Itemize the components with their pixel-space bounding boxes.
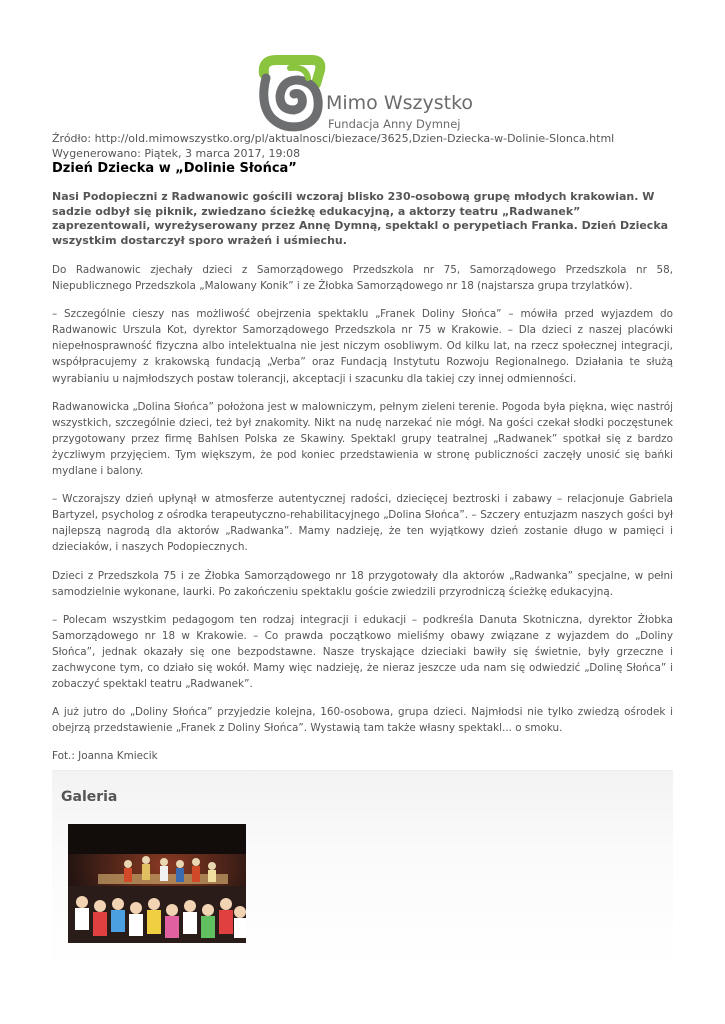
source-url: Źródło: http://old.mimowszystko.org/pl/aktualnosci/biezace/3625,Dzien-Dziecka-w-Dolinie-Slonca.html xyxy=(52,132,615,145)
article-paragraph: Dzieci z Przedszkola 75 i ze Żłobka Samorządowego nr 18 przygotowały dla aktorów „Radwanka” specjalne, w pełni samodzielnie wykonane, laurki. Po zakończeniu spektaklu goście zwiedzili przyrodniczą ścieżkę edukacyjną. xyxy=(52,569,673,598)
article-title: Dzień Dziecka w „Dolinie Słońca” xyxy=(52,161,297,176)
logo-subtitle: Fundacja Anny Dymnej xyxy=(328,117,461,131)
article-paragraph: – Wczorajszy dzień upłynął w atmosferze autentycznej radości, dziecięcej beztroski i zabawy – relacjonuje Gabriela Bartyzel, psycholog z ośrodka terapeutyczno-rehabilitacyjnego „Dolina Słońca”. – Szczery entuzjazm naszych gości był najlepszą nagrodą dla aktorów „Radwanka”. Mamy nadzieję, że ten wyjątkowy dzień zostanie długo w pamięci i dzieciaków, i naszych Podopiecznych. xyxy=(52,493,673,554)
article-body xyxy=(52,190,673,800)
article-lead: Nasi Podopieczni z Radwanowic gościli wczoraj blisko 230-osobową grupę młodych krakowian. W sadzie odbył się piknik, zwiedzano ścieżkę edukacyjną, a aktorzy teatru „Radwanek” zaprezentowali, wyreżyserowany przez Annę Dymną, spektakl o perypetiach Franka. Dzień Dziecka wszystkim dostarczył sporo wrażeń i uśmiechu. xyxy=(52,190,669,247)
gallery-photo-thumbnail[interactable] xyxy=(68,824,246,943)
foundation-logo xyxy=(256,54,474,134)
generated-date: Wygenerowano: Piątek, 3 marca 2017, 19:08 xyxy=(52,147,301,160)
gallery-title: Galeria xyxy=(61,789,118,805)
article-paragraph: Radwanowicka „Dolina Słońca” położona jest w malowniczym, pełnym zieleni terenie. Pogoda była piękna, więc nastrój wszystkich, szczególnie dzieci, też był znakomity. Nikt na nudę narzekać nie mógł. Na gości czekał słodki poczęstunek przygotowany przez firmę Bahlsen Polska ze Skawiny. Spektakl grupy teatralnej „Radwanek” spotkał się z bardzo życzliwym przyjęciem. Tym większym, że pod koniec przedstawienia w stronę publiczności zaczęły unosić się bańki mydlane i balony. xyxy=(52,400,673,478)
logo-name: Mimo Wszystko xyxy=(326,92,474,114)
stage-performance-photo xyxy=(68,824,246,943)
article-paragraph: A już jutro do „Doliny Słońca” przyjedzie kolejna, 160-osobowa, grupa dzieci. Najmłodsi nie tylko zwiedzą ośrodek i obejrzą przedstawienie „Franek z Doliny Słońca”. Wystawią tam także własny spektakl... o smoku. xyxy=(52,706,673,735)
gallery-section xyxy=(52,770,673,971)
article-paragraph: – Polecam wszystkim pedagogom ten rodzaj integracji i edukacji – podkreśla Danuta Skotniczna, dyrektor Żłobka Samorządowego nr 18 w Krakowie. – Co prawda początkowo mieliśmy obawy związane z wyjazdem do „Doliny Słońca”, jednak okazały się one bezpodstawne. Nasze tryskające dzieciaki bawiły się świetnie, były grzeczne i zachwycone tym, co działo się wokół. Mamy więc nadzieję, że nieraz jeszcze uda nam się odwiedzić „Dolinę Słońca” i zobaczyć spektakl teatru „Radwanek”. xyxy=(52,613,673,691)
article-paragraph: – Szczególnie cieszy nas możliwość obejrzenia spektaklu „Franek Doliny Słońca” – mówiła przed wyjazdem do Radwanowic Urszula Kot, dyrektor Samorządowego Przedszkola nr 75 w Krakowie. – Dla dzieci z naszej placówki niepełnosprawność fizyczna albo intelektualna nie jest niczym osobliwym. Od kilku lat, na rzecz społecznej integracji, współpracujemy z krakowską fundacją „Verba” oraz Fundacją Instytutu Rozwoju Regionalnego. Działania te służą wyrabianiu u najmłodszych postaw tolerancji, akceptacji i szacunku dla takiej czy innej odmienności. xyxy=(52,308,673,385)
spiral-logo-icon xyxy=(256,54,326,132)
photo-credit: Fot.: Joanna Kmiecik xyxy=(52,750,158,763)
article-paragraph: Do Radwanowic zjechały dzieci z Samorządowego Przedszkola nr 75, Samorządowego Przedszkola nr 58, Niepublicznego Przedszkola „Malowany Konik” i ze Żłobka Samorządowego nr 18 (najstarsza grupa trzylatków). xyxy=(52,264,673,293)
